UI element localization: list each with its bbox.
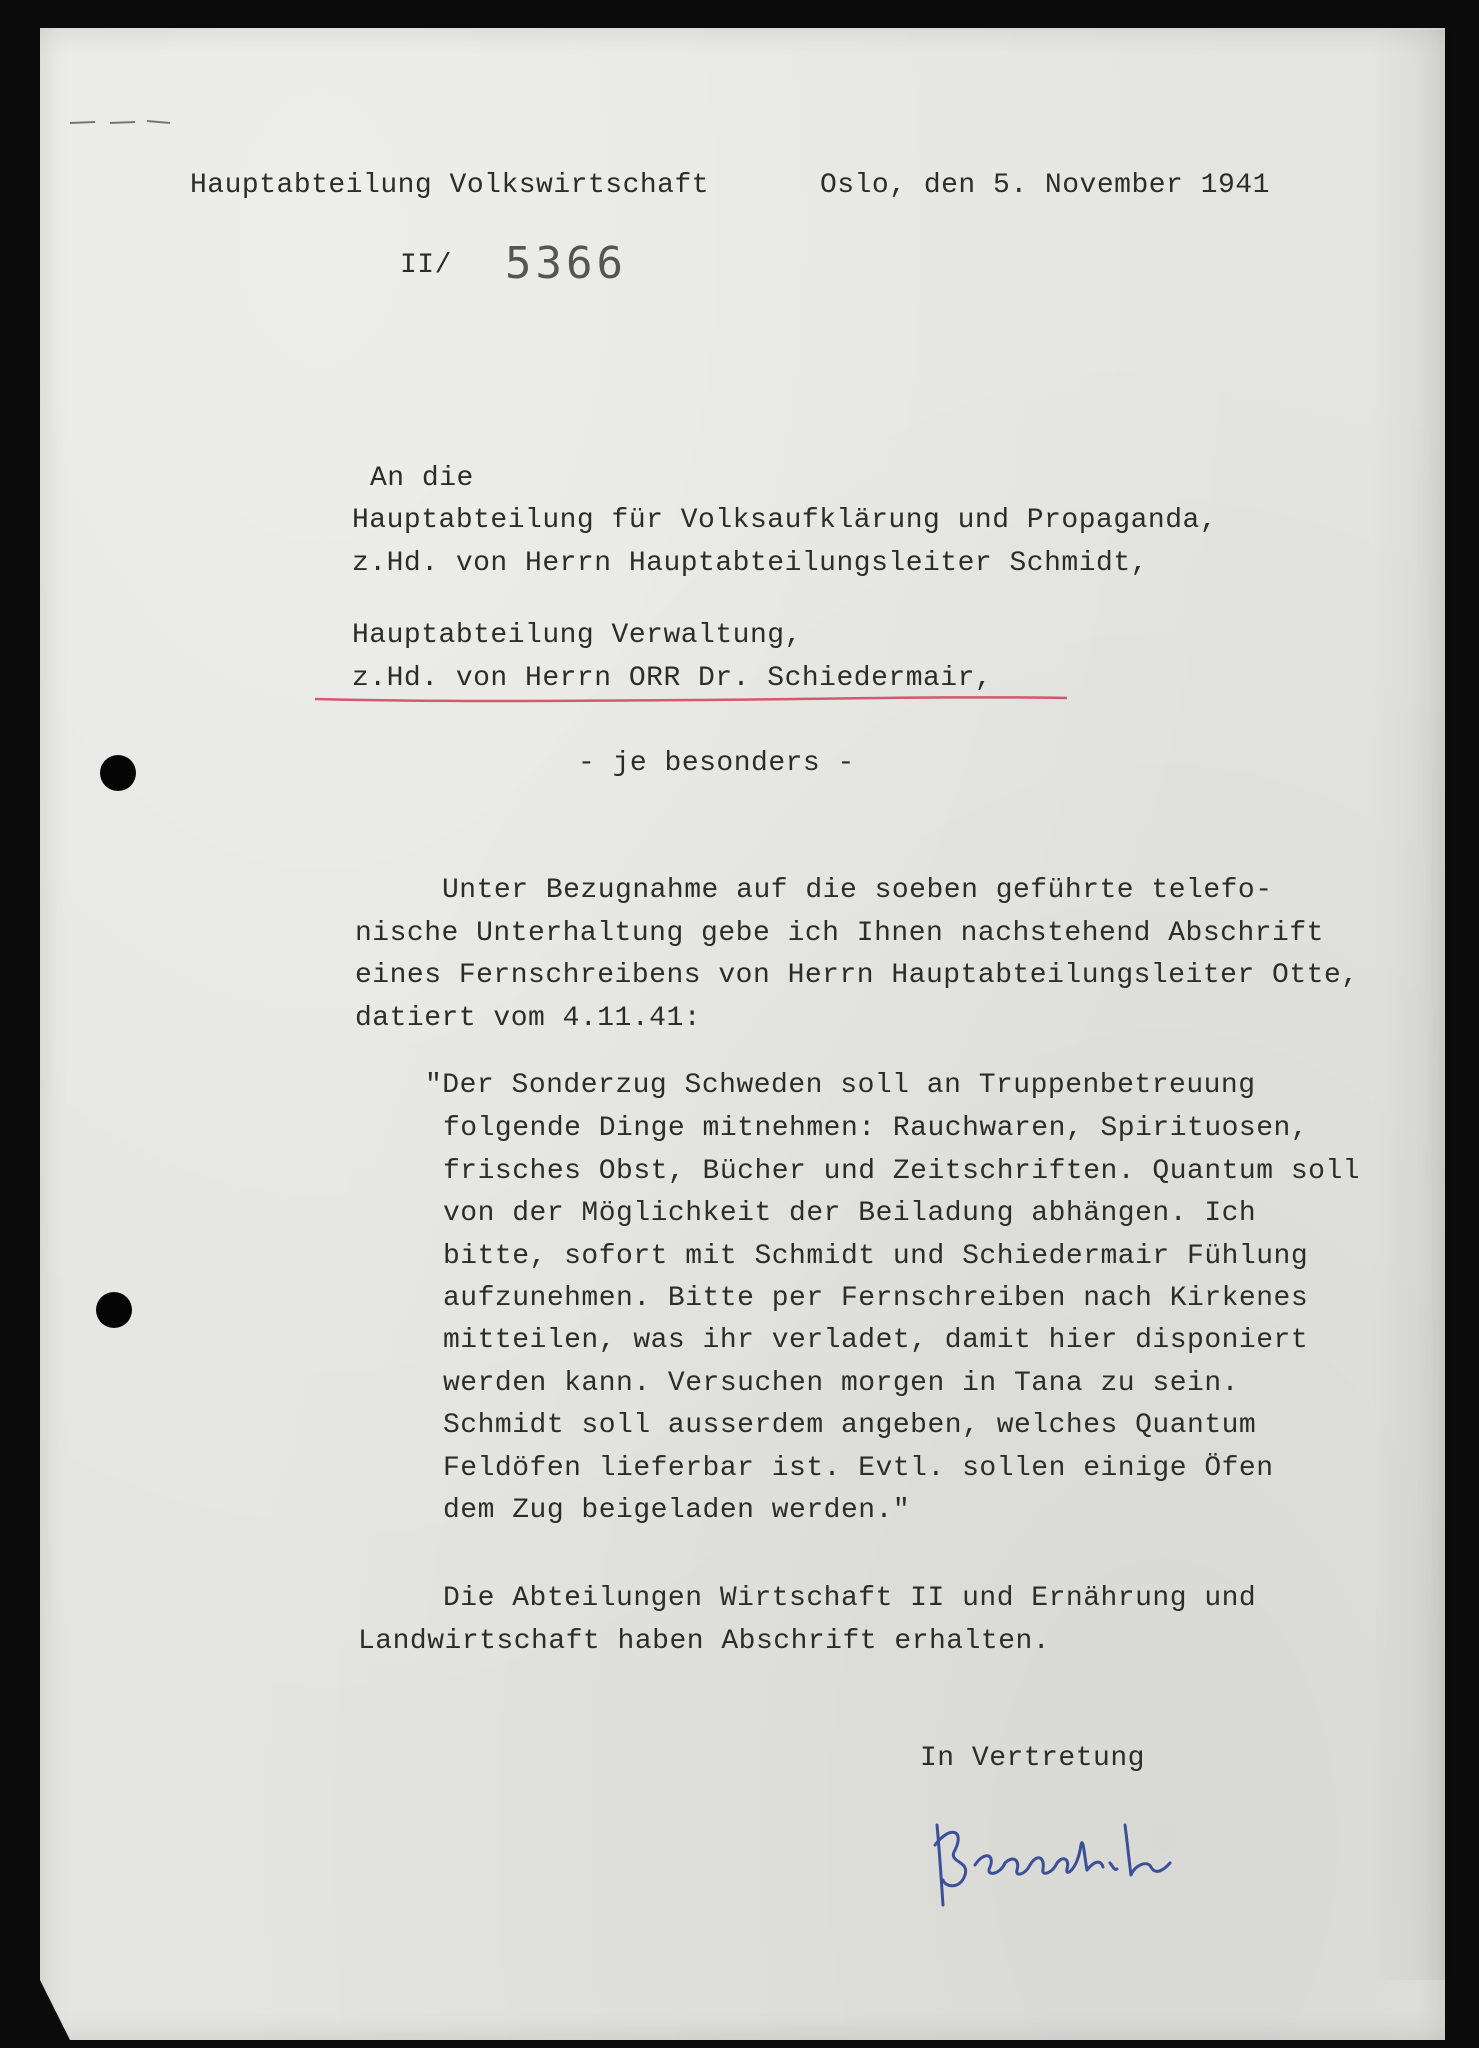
quote-line-9: Schmidt soll ausserdem angeben, welches Quantum (443, 1410, 1257, 1441)
sender-department: Hauptabteilung Volkswirtschaft (190, 170, 710, 201)
punch-hole-top (100, 755, 136, 791)
reference-number-stamp: 5366 (505, 238, 627, 289)
body-line-4: datiert vom 4.11.41: (355, 1003, 702, 1034)
quote-line-2: folgende Dinge mitnehmen: Rauchwaren, Spirituosen, (443, 1113, 1309, 1144)
quote-line-6: aufzunehmen. Bitte per Fernschreiben nach Kirkenes (443, 1283, 1309, 1314)
letter-page (40, 28, 1445, 2040)
quote-line-10: Feldöfen lieferbar ist. Evtl. sollen einige Öfen (443, 1453, 1274, 1484)
closing-paragraph-line-2: Landwirtschaft haben Abschrift erhalten. (358, 1626, 1051, 1657)
quote-line-4: von der Möglichkeit der Beiladung abhängen. Ich (443, 1198, 1257, 1229)
ink-smudge (65, 115, 175, 129)
body-line-2: nische Unterhaltung gebe ich Ihnen nachstehend Abschrift (355, 918, 1324, 949)
closing-in-vertretung: In Vertretung (920, 1743, 1145, 1774)
torn-corner (40, 1980, 70, 2040)
addressee-department-1: Hauptabteilung für Volksaufklärung und Propaganda, (352, 505, 1218, 536)
addressee-attention-2: z.Hd. von Herrn ORR Dr. Schiedermair, (352, 663, 993, 694)
addressee-intro: An die (370, 463, 474, 494)
handwritten-signature (925, 1805, 1205, 1915)
quote-line-8: werden kann. Versuchen morgen in Tana zu sein. (443, 1368, 1239, 1399)
quote-line-3: frisches Obst, Bücher und Zeitschriften. Quantum soll (443, 1156, 1361, 1187)
place-and-date: Oslo, den 5. November 1941 (820, 170, 1270, 201)
quote-line-11: dem Zug beigeladen werden." (443, 1495, 911, 1526)
separator-je-besonders: - je besonders - (578, 748, 855, 779)
addressee-attention-1: z.Hd. von Herrn Hauptabteilungsleiter Schmidt, (352, 548, 1148, 579)
quote-line-5: bitte, sofort mit Schmidt und Schiedermair Fühlung (443, 1241, 1309, 1272)
reference-prefix: II/ (400, 250, 452, 281)
addressee-department-2: Hauptabteilung Verwaltung, (352, 620, 802, 651)
quote-line-1: "Der Sonderzug Schweden soll an Truppenbetreuung (425, 1070, 1256, 1101)
red-underline (313, 693, 1069, 705)
body-line-1: Unter Bezugnahme auf die soeben geführte telefo- (442, 875, 1273, 906)
paper-shadow (1371, 30, 1451, 1980)
closing-paragraph-line-1: Die Abteilungen Wirtschaft II und Ernährung und (443, 1583, 1257, 1614)
body-line-3: eines Fernschreibens von Herrn Hauptabteilungsleiter Otte, (355, 960, 1359, 991)
punch-hole-bottom (96, 1292, 132, 1328)
quote-line-7: mitteilen, was ihr verladet, damit hier disponiert (443, 1325, 1309, 1356)
